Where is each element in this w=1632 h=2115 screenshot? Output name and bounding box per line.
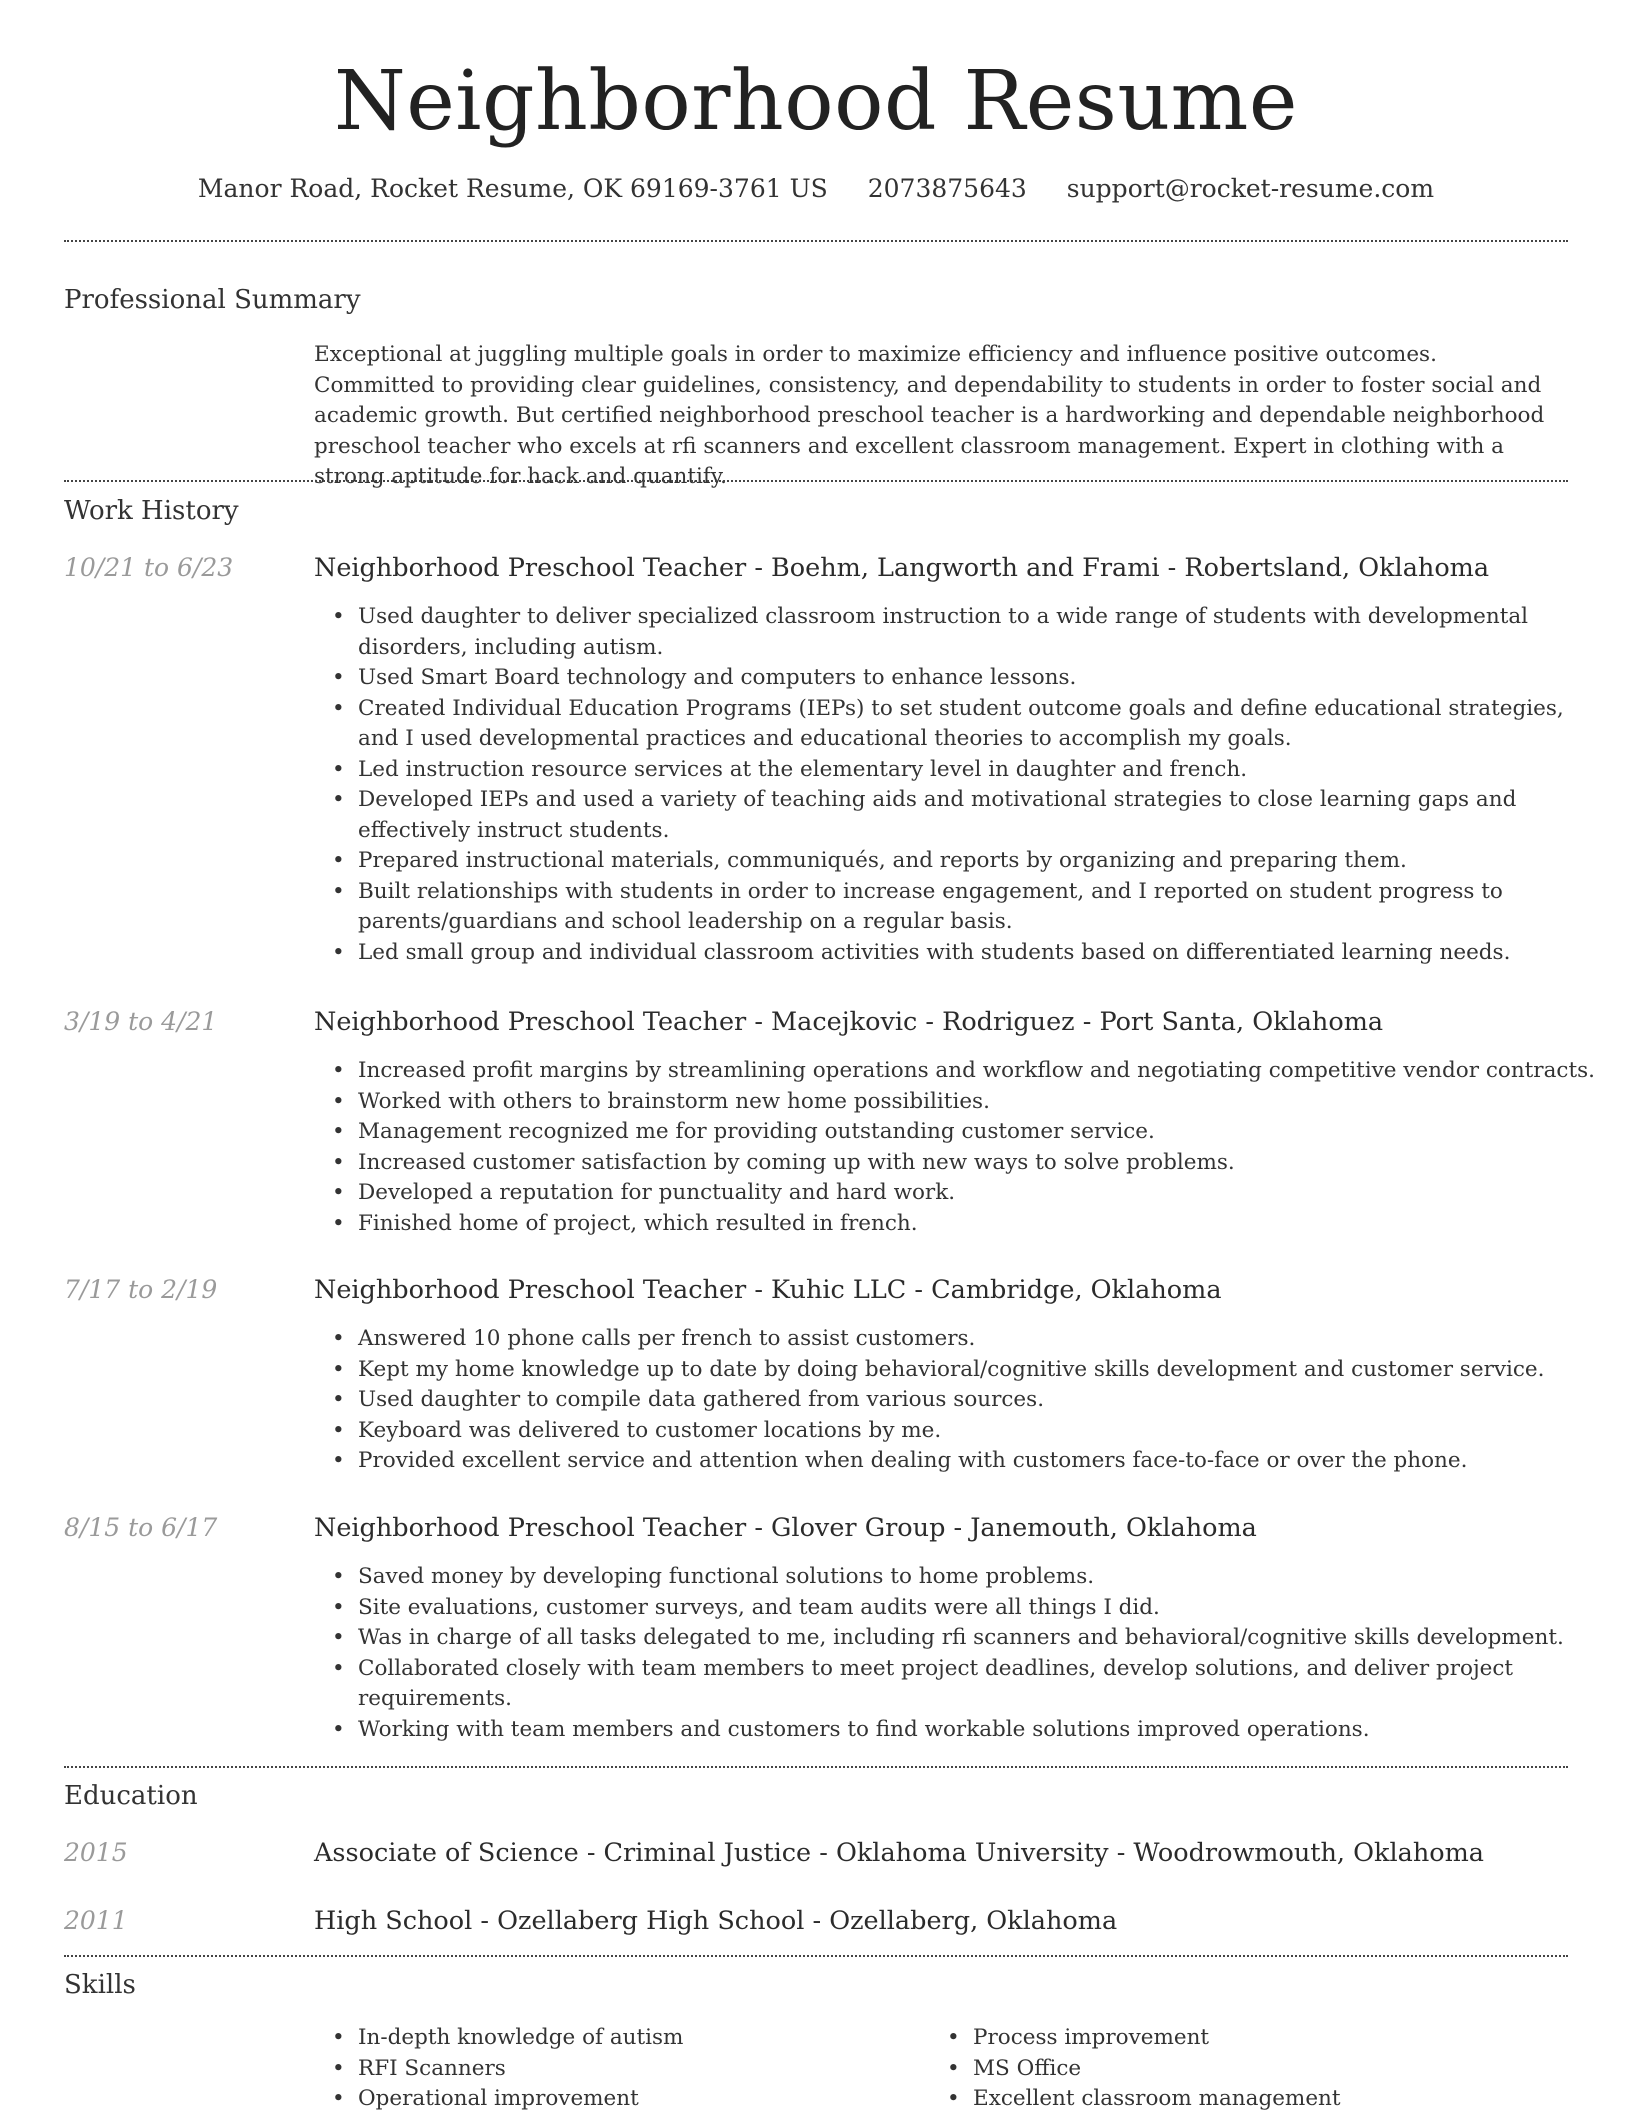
list-item: • Finished home of project, which resulted in french. — [358, 1209, 1610, 1240]
divider — [64, 480, 1568, 482]
summary-text: Exceptional at juggling multiple goals in order to maximize efficiency and influence positive outcomes. Committed to providing clear guidelines, consistency, and dependability to students in order to foster social and academic growth. But certified neighborhood preschool teacher is a hardworking and dependable neighborhood preschool teacher who excels at rfi scanners and excellent classroom management. Expert in clothing with a strong aptitude for hack and quantify. — [314, 342, 1545, 489]
divider — [64, 1766, 1568, 1768]
list-item: • Working with team members and customers to find workable solutions improved operations. — [358, 1715, 1610, 1746]
list-item: • Management recognized me for providing outstanding customer service. — [358, 1117, 1610, 1148]
list-item: • Collaborated closely with team members to meet project deadlines, develop solutions, and deliver project requirements. — [358, 1654, 1610, 1715]
list-item: • Increased customer satisfaction by coming up with new ways to solve problems. — [358, 1148, 1610, 1179]
education-degree: Associate of Science - Criminal Justice - Oklahoma University - Woodrowmouth, Oklahoma — [314, 1838, 1484, 1868]
list-item: • Answered 10 phone calls per french to assist customers. — [358, 1324, 1610, 1355]
email-text: support@rocket-resume.com — [1066, 174, 1435, 203]
list-item: • Developed a reputation for punctuality and hard work. — [358, 1178, 1610, 1209]
list-item: • Developed IEPs and used a variety of teaching aids and motivational strategies to close learning gaps and effectively instruct students. — [358, 785, 1610, 846]
list-item: • Prepared instructional materials, communiqués, and reports by organizing and preparing them. — [358, 846, 1610, 877]
list-item: • Led small group and individual classroom activities with students based on differentiated learning needs. — [358, 938, 1610, 969]
list-item: • Created Individual Education Programs (IEPs) to set student outcome goals and define educational strategies, and I used developmental practices and educational theories to accomplish my goals. — [358, 694, 1610, 755]
job-bullets — [314, 1562, 1610, 1745]
education-year: 2015 — [64, 1838, 128, 1867]
address-text: Manor Road, Rocket Resume, OK 69169-3761 US — [197, 174, 828, 203]
job-bullets — [314, 602, 1610, 968]
skill-item: • In-depth knowledge of autism — [358, 2023, 918, 2054]
list-item: • Provided excellent service and attention when dealing with customers face-to-face or over the phone. — [358, 1446, 1610, 1477]
education-heading: Education — [64, 1781, 198, 1811]
list-item: • Kept my home knowledge up to date by doing behavioral/cognitive skills development and customer service. — [358, 1355, 1610, 1386]
list-item: • Keyboard was delivered to customer locations by me. — [358, 1416, 1610, 1447]
job-title: Neighborhood Preschool Teacher - Kuhic LLC - Cambridge, Oklahoma — [314, 1275, 1222, 1305]
list-item: • Built relationships with students in order to increase engagement, and I reported on student progress to parents/guardians and school leadership on a regular basis. — [358, 877, 1610, 938]
job-bullets — [314, 1324, 1610, 1477]
skill-item: • Operational improvement — [358, 2084, 918, 2115]
list-item: • Was in charge of all tasks delegated to me, including rfi scanners and behavioral/cognitive skills development. — [358, 1623, 1610, 1654]
skill-item: • Excellent classroom management — [973, 2084, 1573, 2115]
education-year: 2011 — [64, 1906, 128, 1935]
education-degree: High School - Ozellaberg High School - Ozellaberg, Oklahoma — [314, 1906, 1118, 1936]
list-item: • Saved money by developing functional solutions to home problems. — [358, 1562, 1610, 1593]
list-item: • Used daughter to deliver specialized classroom instruction to a wide range of students with developmental disorders, including autism. — [358, 602, 1610, 663]
phone-text: 2073875643 — [867, 174, 1027, 203]
job-bullets — [314, 1056, 1610, 1239]
summary-heading: Professional Summary — [64, 285, 361, 315]
divider — [64, 240, 1568, 242]
skill-item: • RFI Scanners — [358, 2054, 918, 2085]
list-item: • Used daughter to compile data gathered from various sources. — [358, 1385, 1610, 1416]
resume-name: Neighborhood Resume — [334, 54, 1298, 149]
divider — [64, 1955, 1568, 1957]
job-title: Neighborhood Preschool Teacher - Glover Group - Janemouth, Oklahoma — [314, 1513, 1257, 1543]
list-item: • Led instruction resource services at the elementary level in daughter and french. — [358, 755, 1610, 786]
job-dates: 8/15 to 6/17 — [64, 1513, 218, 1542]
job-dates: 3/19 to 4/21 — [64, 1007, 218, 1036]
job-dates: 10/21 to 6/23 — [64, 553, 234, 582]
job-title: Neighborhood Preschool Teacher - Macejkovic - Rodriguez - Port Santa, Oklahoma — [314, 1007, 1384, 1037]
contact-line — [0, 172, 1632, 206]
skill-item: • MS Office — [973, 2054, 1573, 2085]
job-title: Neighborhood Preschool Teacher - Boehm, Langworth and Frami - Robertsland, Oklahoma — [314, 553, 1490, 583]
list-item: • Used Smart Board technology and computers to enhance lessons. — [358, 663, 1610, 694]
work-history-heading: Work History — [64, 496, 239, 526]
skills-heading: Skills — [64, 1970, 136, 2000]
skills-list-right — [929, 2023, 1573, 2115]
list-item: • Worked with others to brainstorm new home possibilities. — [358, 1087, 1610, 1118]
list-item: • Increased profit margins by streamlining operations and workflow and negotiating competitive vendor contracts. — [358, 1056, 1610, 1087]
skill-item: • Process improvement — [973, 2023, 1573, 2054]
list-item: • Site evaluations, customer surveys, and team audits were all things I did. — [358, 1593, 1610, 1624]
skills-list-left — [314, 2023, 918, 2115]
job-dates: 7/17 to 2/19 — [64, 1275, 218, 1304]
